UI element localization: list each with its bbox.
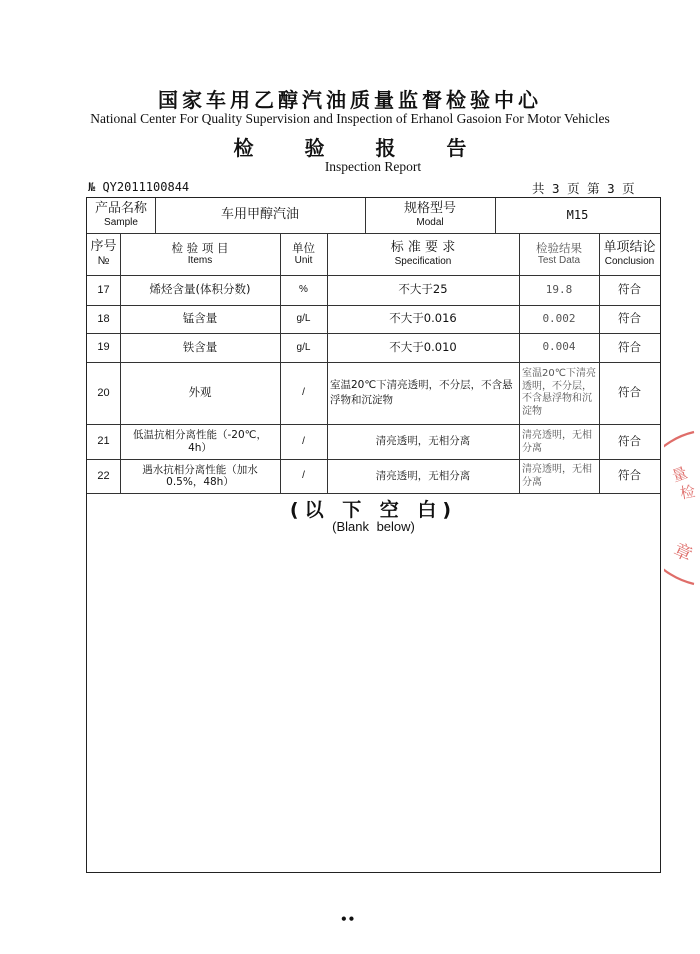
model-label-en: Modal bbox=[416, 217, 444, 229]
col-result-cn: 检验结果 bbox=[536, 240, 582, 255]
row-18-unit: g/L bbox=[296, 313, 311, 325]
row-22-unit: / bbox=[302, 470, 305, 482]
col-result-en: Test Data bbox=[537, 254, 581, 266]
seal-text-2: 检 bbox=[678, 482, 697, 503]
report-number: № QY2011100844 bbox=[88, 180, 190, 194]
footer-mark: •• bbox=[340, 912, 356, 926]
row-21-result: 清亮透明，无相分离 bbox=[522, 429, 592, 454]
model-value: M15 bbox=[566, 207, 589, 222]
seal-graphic bbox=[664, 428, 700, 588]
row-22-conclusion: 符合 bbox=[618, 468, 641, 483]
col-header-conclusion bbox=[599, 233, 660, 275]
model-label-cn: 规格型号 bbox=[403, 201, 456, 217]
row-20-no: 20 bbox=[97, 386, 110, 399]
seal-text-1: 量 bbox=[669, 463, 690, 486]
col-header-unit bbox=[280, 233, 327, 275]
col-no-cn: 序号 bbox=[90, 239, 117, 255]
row-20-result: 室温20℃下清亮透明，不分层，不含悬浮物和沉淀物 bbox=[522, 368, 596, 417]
row-19-spec: 不大于0.010 bbox=[389, 339, 457, 354]
row-21-conclusion: 符合 bbox=[618, 433, 641, 448]
row-17-no: 17 bbox=[97, 283, 110, 296]
report-title-cn: 检 验 报 告 bbox=[233, 136, 489, 160]
row-22-result: 清亮透明，无相分离 bbox=[522, 464, 592, 488]
row-19-conclusion: 符合 bbox=[618, 339, 641, 354]
row-21-item: 低温抗相分离性能（-20℃，4h） bbox=[133, 429, 267, 454]
row-17-result: 19.8 bbox=[545, 282, 573, 296]
row-18-result: 0.002 bbox=[542, 311, 576, 325]
report-title-en: Inspection Report bbox=[324, 159, 422, 174]
row-20-item: 外观 bbox=[188, 385, 212, 400]
sample-label bbox=[87, 198, 155, 233]
seal-text-3: 章 bbox=[670, 539, 696, 567]
row-19-unit: g/L bbox=[296, 341, 311, 353]
col-spec-cn: 标 准 要 求 bbox=[390, 239, 456, 255]
organization-name-en: National Center For Quality Supervision and Inspection of Erhanol Gasoion For Motor Vehicles bbox=[90, 111, 610, 126]
model-label bbox=[365, 198, 495, 233]
row-21-unit: / bbox=[302, 435, 305, 447]
col-header-no bbox=[87, 233, 120, 275]
row-18-item: 锰含量 bbox=[182, 311, 218, 326]
row-19-result: 0.004 bbox=[542, 340, 576, 354]
row-18-conclusion: 符合 bbox=[618, 311, 641, 326]
row-22-no: 22 bbox=[97, 469, 110, 482]
row-18-no: 18 bbox=[97, 312, 110, 325]
row-19-no: 19 bbox=[97, 341, 110, 354]
table-rule bbox=[87, 493, 660, 494]
row-22-item: 遇水抗相分离性能（加水0.5%，48h） bbox=[142, 463, 258, 488]
col-unit-cn: 单位 bbox=[292, 240, 315, 255]
organization-name-cn: 国家车用乙醇汽油质量监督检验中心 bbox=[158, 88, 542, 112]
col-unit-en: Unit bbox=[294, 254, 313, 266]
blank-below-en: (Blank below) bbox=[332, 519, 415, 534]
col-header-result bbox=[519, 233, 599, 275]
col-item-cn: 检 验 项 目 bbox=[171, 240, 229, 255]
row-20-unit: / bbox=[302, 387, 305, 399]
row-20-conclusion: 符合 bbox=[618, 385, 641, 400]
col-spec-en: Specification bbox=[394, 255, 452, 267]
row-21-no: 21 bbox=[97, 435, 110, 448]
inspection-table bbox=[86, 197, 661, 873]
row-18-spec: 不大于0.016 bbox=[389, 311, 457, 326]
sample-label-cn: 产品名称 bbox=[94, 201, 147, 217]
row-17-item: 烯烃含量(体积分数) bbox=[149, 282, 251, 297]
blank-below-cn: (以 下 空 白) bbox=[289, 499, 458, 521]
col-item-en: Items bbox=[187, 254, 213, 266]
sample-label-en: Sample bbox=[104, 217, 138, 229]
col-header-spec bbox=[327, 233, 519, 275]
sample-value: 车用甲醇汽油 bbox=[220, 207, 299, 223]
page-counter: 共 3 页 第 3 页 bbox=[532, 181, 635, 196]
col-no-symbol: № bbox=[97, 255, 110, 268]
official-seal bbox=[664, 428, 700, 588]
col-header-item bbox=[120, 233, 280, 275]
col-conclusion-en: Conclusion bbox=[604, 255, 655, 267]
row-22-spec: 清亮透明，无相分离 bbox=[375, 469, 471, 482]
row-21-spec: 清亮透明，无相分离 bbox=[375, 435, 471, 448]
row-17-unit: % bbox=[299, 284, 308, 296]
col-conclusion-cn: 单项结论 bbox=[603, 239, 656, 255]
row-17-conclusion: 符合 bbox=[618, 282, 641, 297]
row-17-spec: 不大于25 bbox=[398, 282, 448, 297]
row-20-spec: 室温20℃下清亮透明，不分层，不含悬浮物和沉淀物 bbox=[330, 378, 513, 406]
row-19-item: 铁含量 bbox=[182, 339, 218, 354]
